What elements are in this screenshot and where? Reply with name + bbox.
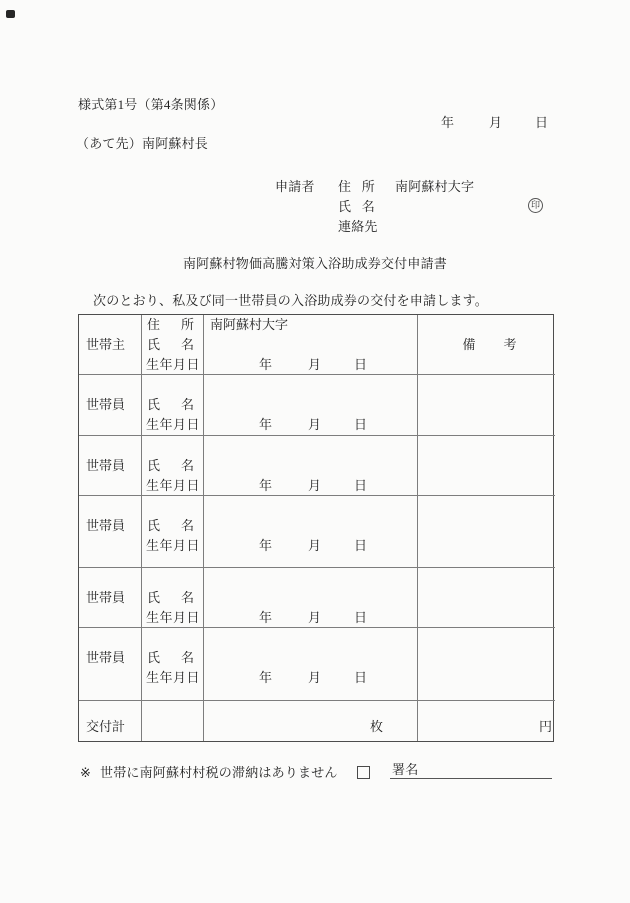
total-row-label: 交付計: [86, 719, 126, 734]
member-row-field-labels: [142, 628, 204, 701]
name-field-label: 氏 名: [147, 397, 194, 412]
member-remarks-cell: [418, 568, 555, 628]
head-row-label: 世帯主: [86, 337, 126, 352]
seal-icon: 印: [528, 198, 543, 213]
date-day-label: 日: [535, 115, 549, 130]
birth-field-label: 生年月日: [146, 357, 201, 372]
member-row-values: [204, 375, 418, 436]
name-field-label: 氏 名: [147, 650, 194, 665]
name-field-label: 氏 名: [147, 458, 194, 473]
member-birth-ymd: 年 月 日: [259, 417, 368, 432]
member-row-label-cell: [79, 628, 142, 701]
member-row-values: [204, 628, 418, 701]
remarks-header-cell: [418, 315, 555, 375]
member-row-field-labels: [142, 496, 204, 568]
signature-label: 署名: [392, 762, 419, 777]
name-field-label: 氏 名: [147, 590, 194, 605]
note-mark: ※: [80, 765, 92, 780]
yen-unit-label: 円: [538, 719, 552, 734]
member-row-values: [204, 568, 418, 628]
addressee: （あて先）南阿蘇村長: [76, 136, 209, 151]
member-birth-ymd: 年 月 日: [259, 538, 368, 553]
member-row-label: 世帯員: [86, 650, 126, 665]
member-row-values: [204, 496, 418, 568]
member-row-label: 世帯員: [86, 397, 126, 412]
scan-artifact: [6, 10, 15, 18]
date-line: [441, 113, 548, 133]
member-remarks-cell: [418, 375, 555, 436]
applicant-name-label: 氏 名: [338, 199, 375, 214]
member-row-field-labels: [142, 375, 204, 436]
birth-field-label: 生年月日: [146, 610, 201, 625]
sheets-unit-label: 枚: [369, 719, 383, 734]
tax-note-checkbox: [357, 766, 370, 779]
member-row-field-labels: [142, 568, 204, 628]
member-row-label-cell: [79, 568, 142, 628]
total-sheets-cell: [204, 701, 418, 741]
member-row-label-cell: [79, 436, 142, 496]
member-row-label: 世帯員: [86, 458, 126, 473]
member-row-label: 世帯員: [86, 518, 126, 533]
head-address-value: 南阿蘇村大字: [210, 317, 289, 332]
member-row-label-cell: [79, 375, 142, 436]
tax-note: 世帯に南阿蘇村村税の滞納はありません: [100, 765, 338, 780]
member-remarks-cell: [418, 628, 555, 701]
birth-field-label: 生年月日: [146, 538, 201, 553]
applicant-contact-label: 連絡先: [338, 219, 378, 234]
page-title: 南阿蘇村物価高騰対策入浴助成券交付申請書: [182, 256, 447, 271]
member-row-label-cell: [79, 496, 142, 568]
applicant-address-value: 南阿蘇村大字: [395, 179, 475, 194]
member-birth-ymd: 年 月 日: [259, 670, 368, 685]
member-row-values: [204, 436, 418, 496]
head-birth-ymd: 年 月 日: [259, 357, 368, 372]
total-row-empty-cell: [142, 701, 204, 741]
form-number: 様式第1号（第4条関係）: [78, 97, 224, 112]
applicant-address-label: 住 所: [338, 179, 375, 194]
date-month-label: 月: [489, 115, 503, 130]
date-year-label: 年: [441, 115, 455, 130]
remarks-header: 備 考: [462, 337, 517, 352]
applicant-label: 申請者: [275, 179, 315, 194]
member-row-label: 世帯員: [86, 590, 126, 605]
application-table: [78, 314, 554, 742]
member-row-field-labels: [142, 436, 204, 496]
total-row-label-cell: [79, 701, 142, 741]
total-yen-cell: [418, 701, 555, 741]
birth-field-label: 生年月日: [146, 417, 201, 432]
birth-field-label: 生年月日: [146, 670, 201, 685]
row-head-values: [204, 315, 418, 375]
row-head-label-cell: [79, 315, 142, 375]
address-field-label: 住 所: [147, 317, 194, 332]
row-head-field-labels: [142, 315, 204, 375]
name-field-label: 氏 名: [147, 518, 194, 533]
intro-sentence: 次のとおり、私及び同一世帯員の入浴助成券の交付を申請します。: [93, 293, 488, 308]
member-remarks-cell: [418, 496, 555, 568]
birth-field-label: 生年月日: [146, 478, 201, 493]
member-birth-ymd: 年 月 日: [259, 478, 368, 493]
member-remarks-cell: [418, 436, 555, 496]
name-field-label: 氏 名: [147, 337, 194, 352]
member-birth-ymd: 年 月 日: [259, 610, 368, 625]
